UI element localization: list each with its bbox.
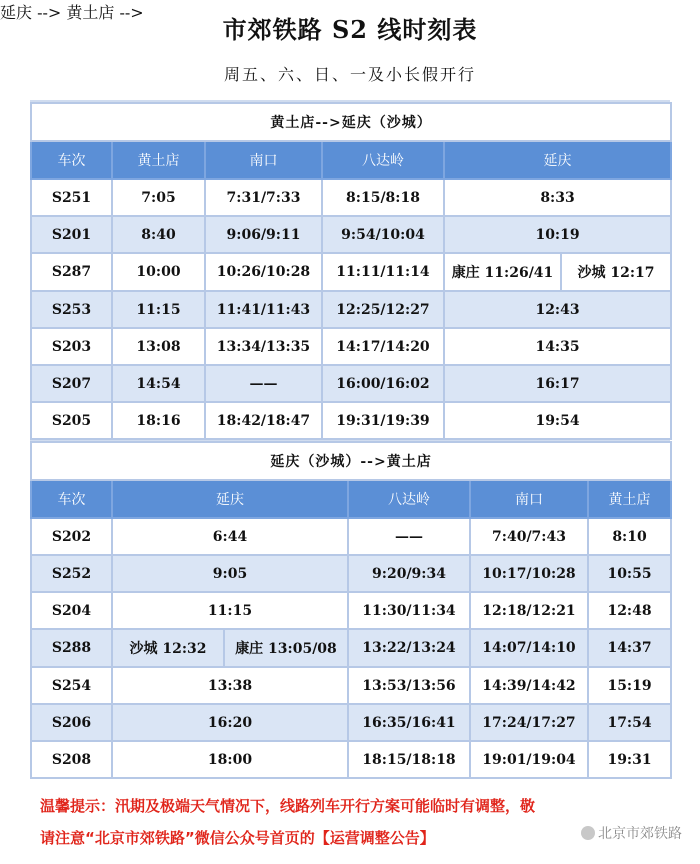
timetable-inbound	[30, 441, 672, 779]
notice-text	[40, 790, 680, 854]
time-cell-shacheng: 沙城 12:32	[112, 629, 224, 667]
time-cell: 11:15	[112, 592, 348, 629]
notice-line-1: 温馨提示：汛期及极端天气情况下，线路列车开行方案可能临时有调整，敬	[40, 797, 536, 815]
header-nankou: 南口	[470, 480, 588, 518]
section-heading-outbound: 黄土店-->延庆（沙城）	[31, 103, 671, 141]
train-no: S207	[31, 365, 112, 402]
header-row	[31, 480, 671, 518]
train-no: S205	[31, 402, 112, 439]
train-no: S251	[31, 179, 112, 216]
time-cell: 19:01/19:04	[470, 741, 588, 778]
time-cell: 13:38	[112, 667, 348, 704]
train-no: S206	[31, 704, 112, 741]
time-cell: 8:10	[588, 518, 671, 555]
time-cell: 12:43	[444, 291, 671, 328]
time-cell: 8:15/8:18	[322, 179, 444, 216]
time-cell: 18:15/18:18	[348, 741, 470, 778]
table-row	[31, 291, 671, 328]
time-cell: 19:31	[588, 741, 671, 778]
time-cell-shacheng: 沙城 12:17	[561, 253, 671, 291]
time-cell: ——	[205, 365, 322, 402]
time-cell: 16:20	[112, 704, 348, 741]
header-train-no: 车次	[31, 141, 112, 179]
header-huangtudian: 黄土店	[112, 141, 205, 179]
time-cell: 9:20/9:34	[348, 555, 470, 592]
header-nankou: 南口	[205, 141, 322, 179]
train-no: S253	[31, 291, 112, 328]
time-cell-kangzhuang: 康庄 13:05/08	[224, 629, 348, 667]
watermark	[581, 823, 682, 843]
time-cell: 14:17/14:20	[322, 328, 444, 365]
time-cell: 11:15	[112, 291, 205, 328]
page-title: 市郊铁路 S2 线时刻表	[222, 15, 478, 44]
header-row	[31, 141, 671, 179]
table-row	[31, 328, 671, 365]
time-cell: 18:16	[112, 402, 205, 439]
time-cell: 8:40	[112, 216, 205, 253]
time-cell: 11:41/11:43	[205, 291, 322, 328]
time-cell: 16:17	[444, 365, 671, 402]
train-no: S287	[31, 253, 112, 291]
time-cell: 10:26/10:28	[205, 253, 322, 291]
time-cell: 8:33	[444, 179, 671, 216]
time-cell: 14:35	[444, 328, 671, 365]
time-cell: 17:24/17:27	[470, 704, 588, 741]
table-row	[31, 402, 671, 439]
header-yanqing: 延庆	[112, 480, 348, 518]
time-cell: 12:25/12:27	[322, 291, 444, 328]
time-cell: 13:53/13:56	[348, 667, 470, 704]
train-no: S208	[31, 741, 112, 778]
time-cell: 9:05	[112, 555, 348, 592]
time-cell: 10:00	[112, 253, 205, 291]
time-cell: 14:39/14:42	[470, 667, 588, 704]
train-no: S204	[31, 592, 112, 629]
time-cell: 13:34/13:35	[205, 328, 322, 365]
time-cell: 7:40/7:43	[470, 518, 588, 555]
header-train-no: 车次	[31, 480, 112, 518]
time-cell: 13:08	[112, 328, 205, 365]
time-cell: 15:19	[588, 667, 671, 704]
time-cell: 9:06/9:11	[205, 216, 322, 253]
time-cell: 10:17/10:28	[470, 555, 588, 592]
table-row	[31, 179, 671, 216]
table-row	[31, 704, 671, 741]
table-row	[31, 667, 671, 704]
train-no: S252	[31, 555, 112, 592]
time-cell: 16:35/16:41	[348, 704, 470, 741]
time-cell: 11:30/11:34	[348, 592, 470, 629]
time-cell: 11:11/11:14	[322, 253, 444, 291]
table-row	[31, 555, 671, 592]
section-heading-inbound: 延庆（沙城）-->黄土店	[31, 442, 671, 480]
timetable-outbound	[30, 102, 672, 440]
train-no: S288	[31, 629, 112, 667]
table-row	[31, 629, 671, 667]
time-cell: 7:31/7:33	[205, 179, 322, 216]
table-row	[31, 741, 671, 778]
time-cell: 14:07/14:10	[470, 629, 588, 667]
table-row	[31, 518, 671, 555]
table-row	[31, 592, 671, 629]
table-row	[31, 216, 671, 253]
time-cell: 6:44	[112, 518, 348, 555]
train-no: S201	[31, 216, 112, 253]
time-cell: 18:42/18:47	[205, 402, 322, 439]
wechat-account-icon	[581, 826, 595, 840]
time-cell: 10:55	[588, 555, 671, 592]
time-cell: 12:48	[588, 592, 671, 629]
time-cell: 17:54	[588, 704, 671, 741]
time-cell: 16:00/16:02	[322, 365, 444, 402]
header-huangtudian: 黄土店	[588, 480, 671, 518]
train-no: S203	[31, 328, 112, 365]
watermark-text: 北京市郊铁路	[598, 826, 682, 842]
time-cell: 18:00	[112, 741, 348, 778]
time-cell: 19:31/19:39	[322, 402, 444, 439]
time-cell: 14:37	[588, 629, 671, 667]
header-badaling: 八达岭	[348, 480, 470, 518]
train-no: S254	[31, 667, 112, 704]
notice-line-2: 请注意“北京市郊铁路”微信公众号首页的【运营调整公告】	[40, 829, 435, 847]
table-row	[31, 365, 671, 402]
page-subtitle: 周五、六、日、一及小长假开行	[223, 65, 476, 84]
time-cell-kangzhuang: 康庄 11:26/41	[444, 253, 561, 291]
table-row	[31, 253, 671, 291]
header-badaling: 八达岭	[322, 141, 444, 179]
time-cell: 10:19	[444, 216, 671, 253]
time-cell: 12:18/12:21	[470, 592, 588, 629]
time-cell: 14:54	[112, 365, 205, 402]
time-cell: 7:05	[112, 179, 205, 216]
time-cell: 13:22/13:24	[348, 629, 470, 667]
time-cell: ——	[348, 518, 470, 555]
time-cell: 9:54/10:04	[322, 216, 444, 253]
header-yanqing: 延庆	[444, 141, 671, 179]
train-no: S202	[31, 518, 112, 555]
time-cell: 19:54	[444, 402, 671, 439]
